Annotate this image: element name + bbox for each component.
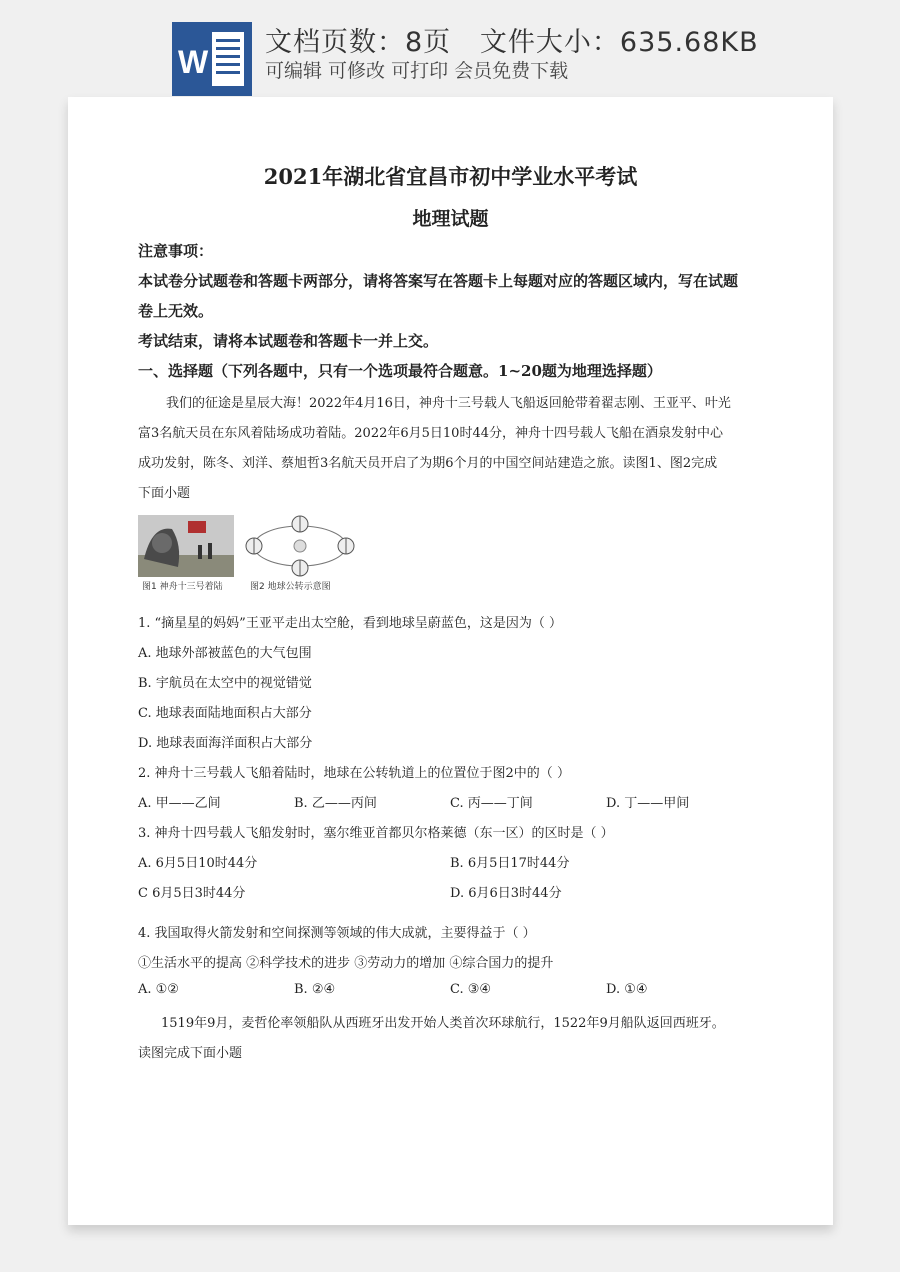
section-heading: 一、选择题（下列各题中，只有一个选项最符合题意。1~20题为地理选择题）	[138, 362, 662, 380]
notice-line: 本试卷分试题卷和答题卡两部分，请将答案写在答题卡上每题对应的答题区域内，写在试题	[138, 272, 739, 290]
question-1-option-c: C. 地球表面陆地面积占大部分	[138, 706, 312, 721]
question-3-option-b: B. 6月5日17时44分	[450, 856, 570, 871]
question-4-option-b: B. ②④	[294, 982, 336, 997]
notice-line: 考试结束，请将本试题卷和答题卡一并上交。	[138, 332, 439, 350]
passage-line: 下面小题	[138, 486, 191, 501]
passage-line: 成功发射，陈冬、刘洋、蔡旭哲3名航天员开启了为期6个月的中国空间站建造之旅。读图1、图2完成	[138, 456, 718, 471]
passage-line: 富3名航天员在东风着陆场成功着陆。2022年6月5日10时44分，神舟十四号载人飞船在酒泉发射中心	[138, 426, 723, 441]
word-document-icon	[172, 22, 252, 96]
question-1-option-d: D. 地球表面海洋面积占大部分	[138, 736, 313, 751]
figure2-caption: 图2 地球公转示意图	[250, 582, 331, 592]
svg-text:W: W	[178, 44, 209, 80]
document-features: 可编辑 可修改 可打印 会员免费下载	[265, 60, 569, 82]
landing-photo-image	[138, 515, 234, 577]
question-3-option-c: C 6月5日3时44分	[138, 886, 246, 901]
exam-title: 2021年湖北省宜昌市初中学业水平考试	[263, 164, 638, 189]
passage-line: 我们的征途是星辰大海！2022年4月16日，神舟十三号载人飞船返回舱带着翟志刚、王亚平、叶光	[166, 396, 731, 411]
question-2-option-d: D. 丁——甲间	[606, 796, 690, 811]
question-1-option-a: A. 地球外部被蓝色的大气包围	[138, 646, 312, 661]
question-3-option-a: A. 6月5日10时44分	[138, 856, 258, 871]
figures-block	[138, 515, 363, 595]
question-3-option-d: D. 6月6日3时44分	[450, 886, 562, 901]
exam-subtitle: 地理试题	[412, 208, 489, 230]
question-2-option-a: A. 甲——乙间	[138, 796, 221, 811]
question-1-option-b: B. 宇航员在太空中的视觉错觉	[138, 676, 312, 691]
question-1-stem: 1. “摘星星的妈妈”王亚平走出太空舱，看到地球呈蔚蓝色，这是因为（ ）	[138, 616, 562, 631]
notice-line: 卷上无效。	[138, 302, 214, 320]
earth-orbit-diagram	[244, 515, 356, 577]
document-stats: 文档页数：8页 文件大小：635.68KB	[265, 27, 759, 58]
question-4-option-a: A. ①②	[138, 982, 179, 997]
question-2-stem: 2. 神舟十三号载人飞船着陆时，地球在公转轨道上的位置位于图2中的（ ）	[138, 766, 570, 781]
question-4-option-c: C. ③④	[450, 982, 492, 997]
notice-heading: 注意事项：	[138, 242, 214, 260]
question-4-stem: 4. 我国取得火箭发射和空间探测等领域的伟大成就，主要得益于（ ）	[138, 926, 536, 941]
question-3-stem: 3. 神舟十四号载人飞船发射时，塞尔维亚首都贝尔格莱德（东一区）的区时是（ ）	[138, 826, 614, 841]
question-2-option-c: C. 丙——丁间	[450, 796, 533, 811]
download-banner	[0, 0, 900, 100]
passage2-line: 读图完成下面小题	[138, 1046, 243, 1061]
question-2-option-b: B. 乙——丙间	[294, 796, 377, 811]
passage2-line: 1519年9月，麦哲伦率领船队从西班牙出发开始人类首次环球航行，1522年9月船队返回西班牙。	[161, 1016, 725, 1031]
document-page	[68, 97, 833, 1225]
question-4-statements: ①生活水平的提高 ②科学技术的进步 ③劳动力的增加 ④综合国力的提升	[138, 956, 554, 971]
question-4-option-d: D. ①④	[606, 982, 648, 997]
figure1-caption: 图1 神舟十三号着陆	[142, 582, 223, 592]
